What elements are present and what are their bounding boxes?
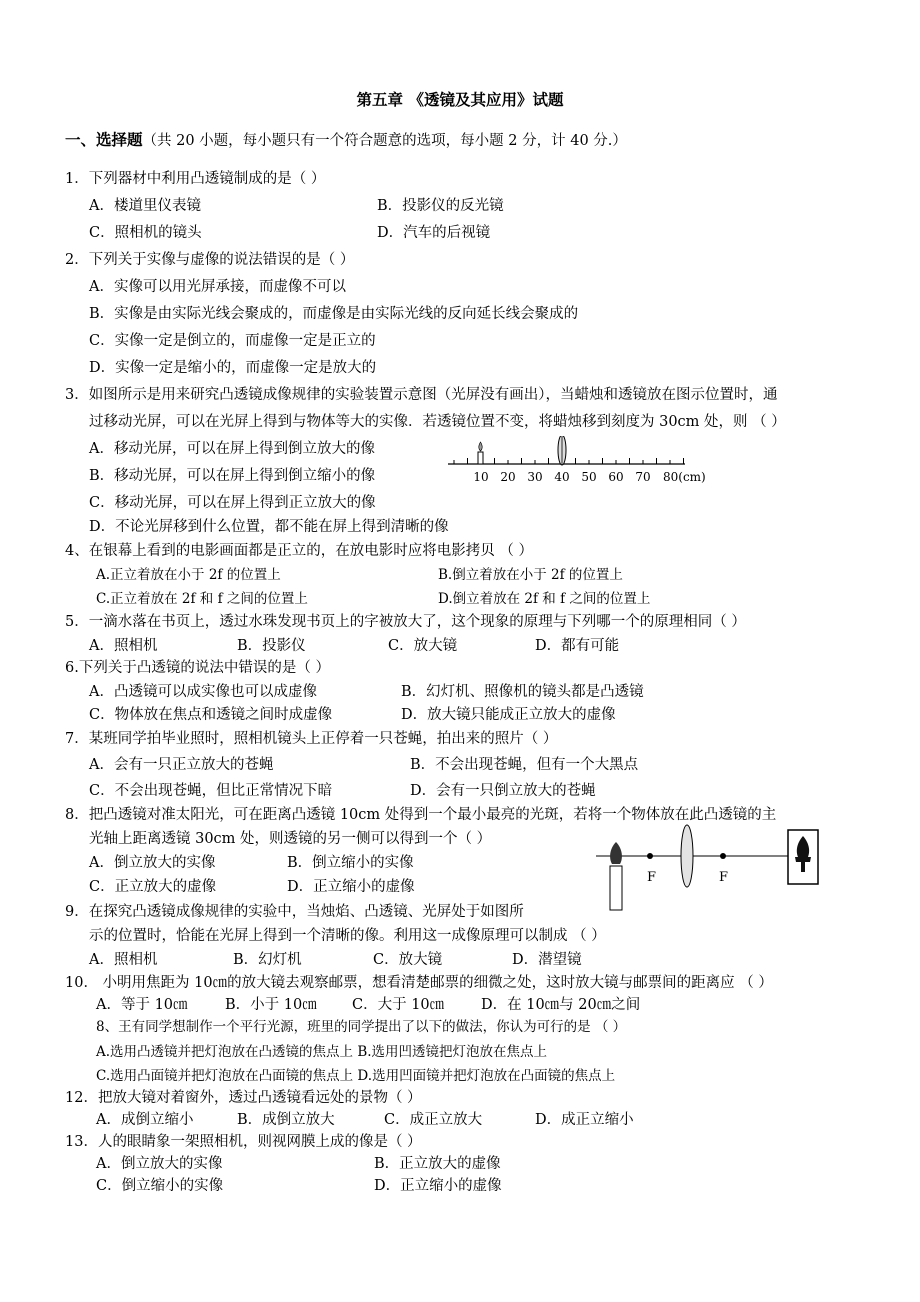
q10-stem: 10． 小明用焦距为 10㎝的放大镜去观察邮票，想看清楚邮票的细微之处，这时放大镜与邮票间的距离应 （ ） (65, 975, 773, 991)
q5-option-a: A．照相机 (89, 638, 158, 654)
q10-option-a: A．等于 10㎝ (96, 997, 188, 1013)
q9-figure (592, 822, 832, 914)
focal-label-right: F (719, 870, 729, 885)
q1-option-b: B．投影仪的反光镜 (377, 198, 504, 214)
q8-stem-line2: 光轴上距离透镜 30cm 处，则透镜的另一侧可以得到一个（ ） (89, 831, 492, 847)
q1-option-d: D．汽车的后视镜 (377, 225, 491, 241)
q9-option-d: D．潜望镜 (512, 952, 582, 968)
q7-option-b: B．不会出现苍蝇，但有一个大黑点 (410, 757, 639, 773)
q2-option-a: A．实像可以用光屏承接，而虚像不可以 (89, 279, 346, 295)
q5-option-c: C．放大镜 (388, 638, 458, 654)
q5-stem: 5．一滴水落在书页上，透过水珠发现书页上的字被放大了，这个现象的原理与下列哪一个的原理相同（ ） (65, 614, 746, 630)
ruler-label-30: 30 (527, 470, 543, 484)
ruler-label-10: 10 (473, 470, 489, 484)
q6-option-c: C．物体放在焦点和透镜之间时成虚像 (89, 707, 333, 723)
q11-options-ab: A.选用凸透镜并把灯泡放在凸透镜的焦点上 B.选用凹透镜把灯泡放在焦点上 (96, 1044, 548, 1060)
focal-point-left (647, 853, 653, 859)
q11-options-cd: C.选用凸面镜并把灯泡放在凸面镜的焦点上 D.选用凹面镜并把灯泡放在凸面镜的焦点上 (96, 1068, 616, 1084)
q7-option-c: C．不会出现苍蝇，但比正常情况下暗 (89, 783, 333, 799)
q2-option-c: C．实像一定是倒立的，而虚像一定是正立的 (89, 333, 376, 349)
candle-icon (478, 452, 483, 464)
q12-stem: 12．把放大镜对着窗外，透过凸透镜看远处的景物（ ） (65, 1090, 422, 1106)
q10-option-c: C．大于 10㎝ (352, 997, 445, 1013)
q6-stem: 6.下列关于凸透镜的说法中错误的是（ ） (65, 660, 330, 676)
ruler-label-80: 80(cm) (663, 470, 706, 484)
q2-option-b: B．实像是由实际光线会聚成的，而虚像是由实际光线的反向延长线会聚成的 (89, 306, 579, 322)
q9-stem-line1: 9．在探究凸透镜成像规律的实验中，当烛焰、凸透镜、光屏处于如图所 (65, 904, 524, 920)
convex-lens-icon (681, 825, 693, 887)
section-note: （共 20 小题，每小题只有一个符合题意的选项，每小题 2 分，计 40 分.） (142, 133, 627, 149)
q12-option-c: C．成正立放大 (384, 1112, 483, 1128)
q7-option-a: A．会有一只正立放大的苍蝇 (89, 757, 274, 773)
section-heading: 一、选择题 (65, 130, 143, 149)
q6-option-a: A．凸透镜可以成实像也可以成虚像 (89, 684, 317, 700)
q8-option-d: D．正立缩小的虚像 (287, 879, 415, 895)
focal-label-left: F (647, 870, 657, 885)
q12-option-b: B．成倒立放大 (237, 1112, 335, 1128)
q4-option-d: D.倒立着放在 2f 和 f 之间的位置上 (438, 591, 651, 607)
q6-option-b: B．幻灯机、照像机的镜头都是凸透镜 (401, 684, 644, 700)
ruler-label-70: 70 (635, 470, 651, 484)
q13-option-c: C．倒立缩小的实像 (96, 1178, 224, 1194)
q3-optical-bench-figure (440, 436, 720, 488)
q10-option-d: D．在 10㎝与 20㎝之间 (481, 997, 641, 1013)
q9-stem-line2: 示的位置时，恰能在光屏上得到一个清晰的像。利用这一成像原理可以制成 （ ） (89, 928, 606, 944)
q1-option-c: C．照相机的镜头 (89, 225, 202, 241)
q9-option-c: C．放大镜 (373, 952, 443, 968)
q8-option-b: B．倒立缩小的实像 (287, 855, 414, 871)
q12-option-a: A．成倒立缩小 (96, 1112, 194, 1128)
ruler-label-20: 20 (500, 470, 516, 484)
focal-point-right (720, 853, 726, 859)
q7-option-d: D．会有一只倒立放大的苍蝇 (410, 783, 596, 799)
q11-stem: 8、王有同学想制作一个平行光源，班里的同学提出了以下的做法，你认为可行的是 （ ） (96, 1019, 627, 1035)
q13-option-d: D．正立缩小的虚像 (374, 1178, 502, 1194)
q1-option-a: A．楼道里仪表镜 (89, 198, 201, 214)
q5-option-d: D．都有可能 (535, 638, 620, 654)
q2-option-d: D．实像一定是缩小的，而虚像一定是放大的 (89, 360, 377, 376)
q4-option-b: B.倒立着放在小于 2f 的位置上 (438, 567, 623, 583)
q13-option-a: A．倒立放大的实像 (96, 1156, 223, 1172)
q8-option-a: A．倒立放大的实像 (89, 855, 216, 871)
candle-flame-icon (610, 842, 622, 864)
q5-option-b: B．投影仪 (237, 638, 306, 654)
q3-stem-line2: 过移动光屏，可以在光屏上得到与物体等大的实像．若透镜位置不变，将蜡烛移到刻度为 30cm 处，则 （ ） (89, 414, 786, 430)
q8-option-c: C．正立放大的虚像 (89, 879, 217, 895)
q2-stem: 2．下列关于实像与虚像的说法错误的是（ ） (65, 252, 355, 268)
q3-option-c: C．移动光屏，可以在屏上得到正立放大的像 (89, 495, 376, 511)
q3-option-d: D．不论光屏移到什么位置，都不能在屏上得到清晰的像 (89, 519, 449, 535)
candle-flame-icon (479, 442, 482, 451)
q3-option-b: B．移动光屏，可以在屏上得到倒立缩小的像 (89, 468, 376, 484)
section-header (65, 131, 627, 150)
q4-stem: 4、在银幕上看到的电影画面都是正立的，在放电影时应将电影拷贝 （ ） (65, 543, 533, 559)
ruler-label-40: 40 (554, 470, 570, 484)
q6-option-d: D．放大镜只能成正立放大的虚像 (401, 707, 616, 723)
q4-option-c: C.正立着放在 2f 和 f 之间的位置上 (96, 591, 308, 607)
ruler-label-50: 50 (581, 470, 597, 484)
q9-option-a: A．照相机 (89, 952, 158, 968)
q4-option-a: A.正立着放在小于 2f 的位置上 (96, 567, 281, 583)
q7-stem: 7．某班同学拍毕业照时，照相机镜头上正停着一只苍蝇，拍出来的照片（ ） (65, 731, 558, 747)
q12-option-d: D．成正立缩小 (535, 1112, 634, 1128)
ruler-label-60: 60 (608, 470, 624, 484)
q8-stem-line1: 8．把凸透镜对准太阳光，可在距离凸透镜 10cm 处得到一个最小最亮的光斑，若将一个物体放在此凸透镜的主 (65, 807, 777, 823)
ruler-ticks (454, 458, 684, 464)
q13-stem: 13．人的眼睛象一架照相机，则视网膜上成的像是（ ） (65, 1134, 422, 1150)
page-title: 第五章 《透镜及其应用》试题 (356, 90, 564, 109)
q1-stem: 1．下列器材中利用凸透镜制成的是（ ） (65, 171, 326, 187)
q13-option-b: B．正立放大的虚像 (374, 1156, 501, 1172)
q3-stem-line1: 3．如图所示是用来研究凸透镜成像规律的实验装置示意图（光屏没有画出），当蜡烛和透镜放在图示位置时，通 (65, 387, 778, 403)
candle-icon (610, 866, 622, 910)
q9-option-b: B．幻灯机 (233, 952, 302, 968)
q3-option-a: A．移动光屏，可以在屏上得到倒立放大的像 (89, 441, 375, 457)
q10-option-b: B．小于 10㎝ (225, 997, 317, 1013)
